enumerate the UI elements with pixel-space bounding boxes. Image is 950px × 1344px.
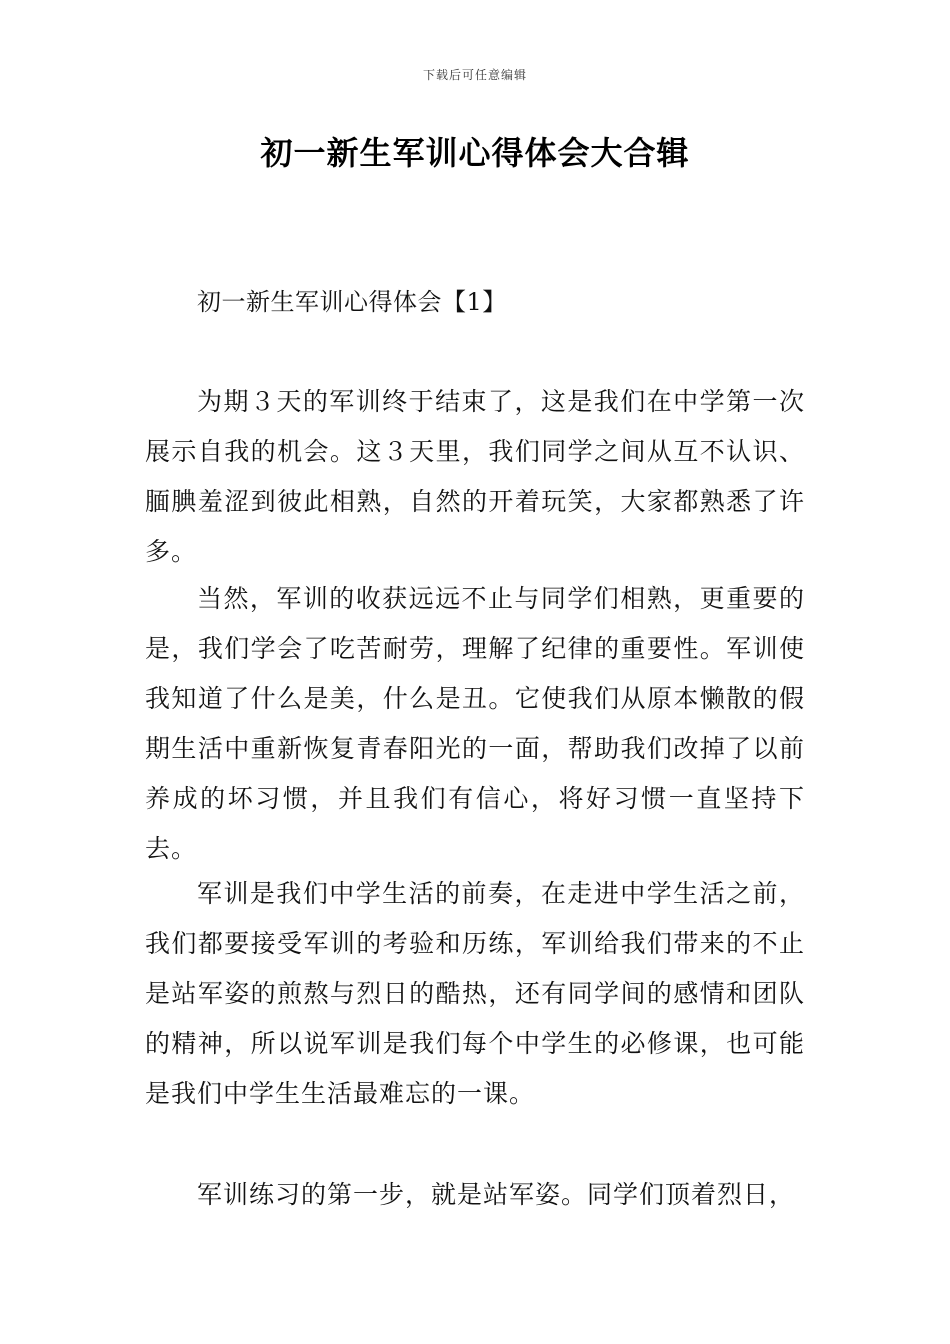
paragraph-1: 为期３天的军训终于结束了，这是我们在中学第一次展示自我的机会。这３天里，我们同学之间从互不认识、腼腆羞涩到彼此相熟，自然的开着玩笑，大家都熟悉了许多。	[145, 387, 805, 566]
paragraph-4: 军训练习的第一步，就是站军姿。同学们顶着烈日，	[197, 1180, 796, 1209]
document-title: 初一新生军训心得体会大合辑	[260, 134, 690, 172]
header-note: 下载后可任意编辑	[422, 68, 527, 82]
paragraph-3: 军训是我们中学生活的前奏，在走进中学生活之前，我们都要接受军训的考验和历练，军训给我们带来的不止是站军姿的煎熬与烈日的酷热，还有同学间的感情和团队的精神，所以说军训是我们每个中学生的必修课，也可能是我们中学生生活最难忘的一课。	[145, 879, 805, 1108]
section-heading: 初一新生军训心得体会【1】	[197, 288, 507, 316]
paragraph-2: 当然，军训的收获远远不止与同学们相熟，更重要的是，我们学会了吃苦耐劳，理解了纪律的重要性。军训使我知道了什么是美，什么是丑。它使我们从原本懒散的假期生活中重新恢复青春阳光的一面，帮助我们改掉了以前养成的坏习惯，并且我们有信心，将好习惯一直坚持下去。	[145, 584, 805, 863]
